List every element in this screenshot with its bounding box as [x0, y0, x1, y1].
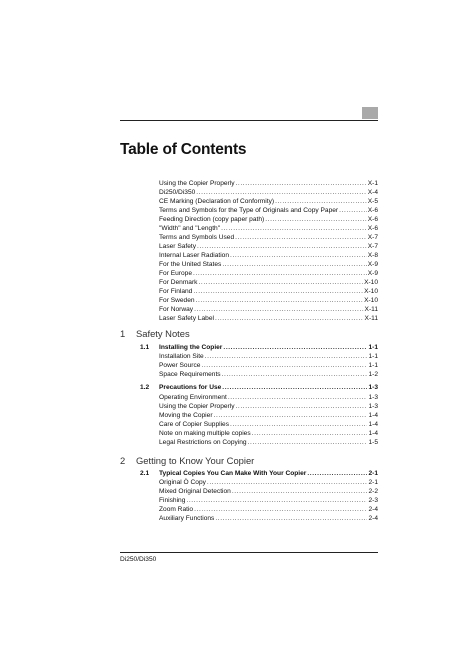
toc-entry[interactable]	[159, 478, 378, 487]
toc-entry-page: 2-3	[368, 497, 378, 504]
leader-dots	[222, 370, 368, 379]
toc-section[interactable]	[159, 469, 378, 478]
leader-dots	[275, 197, 367, 206]
leader-dots	[207, 478, 368, 487]
toc-entry-text: Zoom Ratio	[159, 506, 194, 513]
toc-entry-text: Auxiliary Functions	[159, 515, 215, 522]
toc-entry-text: Terms and Symbols for the Type of Originals and Copy Paper	[159, 207, 339, 214]
toc-entry-page: 1-1	[368, 362, 378, 369]
toc-entry[interactable]	[159, 420, 378, 429]
toc-entry[interactable]	[159, 233, 378, 242]
toc-section-page: 2-1	[368, 470, 378, 477]
toc-entry-page: X-6	[367, 216, 378, 223]
toc-entry-page: 2-2	[368, 488, 378, 495]
toc-entry[interactable]	[159, 278, 378, 287]
toc-entry[interactable]	[159, 402, 378, 411]
bottom-rule	[120, 552, 378, 553]
toc-entry-text: CE Marking (Declaration of Conformity)	[159, 198, 275, 205]
toc-entry-page: 1-3	[368, 403, 378, 410]
toc-entry-text: For Europe	[159, 270, 192, 277]
toc-entry[interactable]	[159, 242, 378, 251]
toc-entry-page: 1-4	[368, 412, 378, 419]
toc-entry-page: X-9	[367, 270, 378, 277]
leader-dots	[222, 383, 367, 392]
toc-entry-page: 2-4	[368, 506, 378, 513]
toc-section-title: Installing the Copier	[159, 344, 223, 351]
toc-section[interactable]	[159, 383, 378, 392]
chapter-title: Safety Notes	[136, 328, 190, 339]
toc-entry-text: Legal Restrictions on Copying	[159, 439, 247, 446]
toc-entry-text: For Finland	[159, 288, 193, 295]
toc-entry-page: X-7	[367, 234, 378, 241]
toc-entry-text: For the United States	[159, 261, 222, 268]
toc-entry-page: X-9	[367, 261, 378, 268]
toc-entry[interactable]	[159, 370, 378, 379]
toc-entry[interactable]	[159, 361, 378, 370]
toc-entry-page: X-10	[364, 288, 378, 295]
section-number: 1.2	[140, 384, 150, 391]
chapter-number: 1	[120, 328, 126, 339]
toc-entry-page: X-6	[367, 207, 378, 214]
toc-entry-page: X-1	[367, 180, 378, 187]
toc-entry-text: For Denmark	[159, 279, 198, 286]
toc-entry-text: Mixed Original Detection	[159, 488, 231, 495]
leader-dots	[339, 206, 367, 215]
toc-section-page: 1-1	[368, 344, 378, 351]
toc-entry-page: X-11	[364, 306, 378, 313]
leader-dots	[230, 251, 367, 260]
toc-entry[interactable]	[159, 197, 378, 206]
toc-entry-text: Note on making multiple copies	[159, 430, 251, 437]
toc-entry[interactable]	[159, 411, 378, 420]
toc-entry-text: For Norway	[159, 306, 194, 313]
toc-entry-page: X-4	[367, 189, 378, 196]
toc-entry-text: Operating Environment	[159, 394, 227, 401]
page-footer: Di250/Di350	[120, 556, 157, 563]
leader-dots	[236, 179, 367, 188]
toc-entry[interactable]	[159, 352, 378, 361]
toc-section-title: Typical Copies You Can Make With Your Copier	[159, 470, 307, 477]
toc-entry[interactable]	[159, 487, 378, 496]
toc-section-page: 1-3	[368, 384, 378, 391]
toc-entry[interactable]	[159, 514, 378, 523]
section-number: 1.1	[140, 344, 150, 351]
toc-entry-page: X-11	[364, 315, 378, 322]
toc-entry-text: Power Source	[159, 362, 201, 369]
toc-entry-text: "Width" and "Length"	[159, 225, 221, 232]
leader-dots	[194, 305, 363, 314]
toc-entry[interactable]	[159, 438, 378, 447]
toc-entry-page: X-8	[367, 252, 378, 259]
leader-dots	[307, 469, 367, 478]
leader-dots	[232, 487, 368, 496]
toc-entry[interactable]	[159, 496, 378, 505]
toc-section-title: Precautions for Use	[159, 384, 222, 391]
leader-dots	[230, 420, 367, 429]
leader-dots	[228, 393, 368, 402]
chapter-tab-marker	[362, 107, 378, 119]
toc-entry-page: 2-1	[368, 479, 378, 486]
leader-dots	[214, 411, 368, 420]
toc-entry-text: Original Ò Copy	[159, 479, 206, 486]
leader-dots	[221, 224, 367, 233]
toc-entry-text: Terms and Symbols Used	[159, 234, 235, 241]
leader-dots	[236, 402, 368, 411]
section-number: 2.1	[140, 470, 150, 477]
toc-entry-page: 1-3	[368, 394, 378, 401]
page-title: Table of Contents	[120, 141, 247, 158]
toc-entry[interactable]	[159, 188, 378, 197]
leader-dots	[215, 514, 367, 523]
leader-dots	[265, 215, 367, 224]
toc-entry-page: X-5	[367, 198, 378, 205]
toc-entry-page: X-10	[364, 297, 378, 304]
leader-dots	[196, 296, 364, 305]
toc-entry[interactable]	[159, 505, 378, 514]
toc-entry-text: Finishing	[159, 497, 186, 504]
leader-dots	[198, 278, 363, 287]
toc-entry-page: 1-4	[368, 421, 378, 428]
toc-entry-text: Laser Safety	[159, 243, 197, 250]
chapter-number: 2	[120, 455, 126, 466]
toc-entry-page: 1-5	[368, 439, 378, 446]
leader-dots	[186, 496, 367, 505]
toc-entry[interactable]	[159, 206, 378, 215]
toc-entry-text: Using the Copier Properly	[159, 403, 235, 410]
toc-entry-page: 1-1	[368, 353, 378, 360]
toc-entry-text: Feeding Direction (copy paper path)	[159, 216, 265, 223]
toc-entry[interactable]	[159, 179, 378, 188]
leader-dots	[235, 233, 367, 242]
leader-dots	[248, 438, 368, 447]
leader-dots	[205, 352, 368, 361]
toc-entry-page: X-7	[367, 243, 378, 250]
leader-dots	[252, 429, 368, 438]
toc-entry-page: 1-4	[368, 430, 378, 437]
chapter-heading[interactable]	[120, 455, 254, 466]
leader-dots	[223, 343, 367, 352]
toc-entry-text: Installation Site	[159, 353, 204, 360]
chapter-heading[interactable]	[120, 328, 190, 339]
toc-entry[interactable]	[159, 287, 378, 296]
toc-entry-text: Di250/Di350	[159, 189, 196, 196]
toc-entry[interactable]	[159, 251, 378, 260]
leader-dots	[193, 287, 363, 296]
toc-entry[interactable]	[159, 296, 378, 305]
toc-entry-page: 1-2	[368, 371, 378, 378]
toc-section[interactable]	[159, 343, 378, 352]
leader-dots	[197, 242, 367, 251]
toc-entry[interactable]	[159, 215, 378, 224]
toc-entry-page: 2-4	[368, 515, 378, 522]
toc-entry-text: Laser Safety Label	[159, 315, 214, 322]
toc-entry[interactable]	[159, 393, 378, 402]
leader-dots	[196, 188, 366, 197]
toc-entry[interactable]	[159, 224, 378, 233]
leader-dots	[201, 361, 367, 370]
toc-entry-text: Moving the Copier	[159, 412, 213, 419]
leader-dots	[193, 269, 367, 278]
toc-entry-text: For Sweden	[159, 297, 195, 304]
leader-dots	[215, 314, 364, 323]
toc-entry-page: X-6	[367, 225, 378, 232]
leader-dots	[222, 260, 366, 269]
top-rule	[120, 120, 378, 121]
toc-entry[interactable]	[159, 314, 378, 323]
toc-entry[interactable]	[159, 269, 378, 278]
toc-entry-text: Using the Copier Properly	[159, 180, 235, 187]
toc-entry-text: Space Requirements	[159, 371, 221, 378]
toc-entry-page: X-10	[364, 279, 378, 286]
toc-entry[interactable]	[159, 260, 378, 269]
toc-entry-text: Care of Copier Supplies	[159, 421, 230, 428]
toc-entry[interactable]	[159, 305, 378, 314]
chapter-title: Getting to Know Your Copier	[136, 455, 255, 466]
leader-dots	[194, 505, 367, 514]
toc-entry[interactable]	[159, 429, 378, 438]
toc-entry-text: Internal Laser Radiation	[159, 252, 230, 259]
